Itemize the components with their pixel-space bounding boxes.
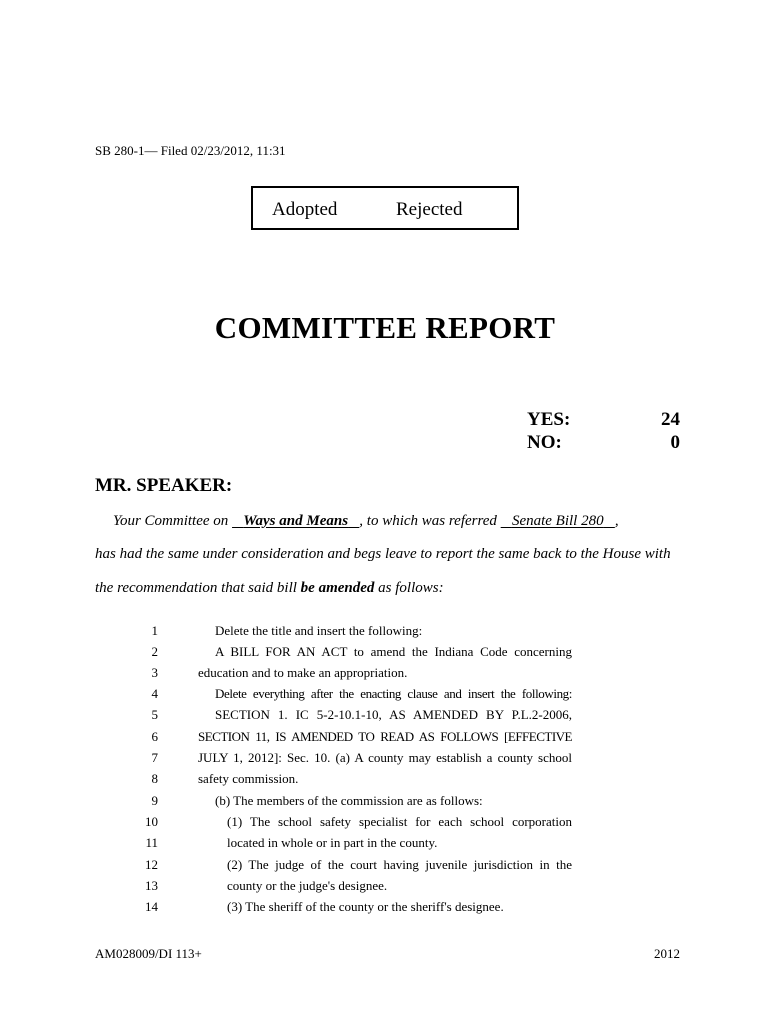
line-number: 1 [151, 623, 158, 638]
report-intro-line [113, 513, 619, 530]
filing-info: SB 280-1— Filed 02/23/2012, 11:31 [95, 143, 286, 158]
line-number: 2 [151, 644, 158, 659]
document-year: 2012 [654, 946, 680, 961]
amendment-line: (1) The school safety specialist for each school corporation [227, 814, 572, 829]
amendment-line: education and to make an appropriation. [198, 665, 408, 680]
amendment-line: Delete everything after the enacting clause and insert the following: [215, 686, 572, 701]
line-number: 5 [151, 707, 158, 722]
salutation: MR. SPEAKER: [95, 475, 233, 496]
report-consideration-line: has had the same under consideration and begs leave to report the same back to the House with [95, 546, 671, 562]
yes-count: 24 [661, 409, 680, 430]
line-number: 11 [145, 835, 158, 850]
recommendation-text-2: as follows: [374, 580, 444, 596]
amendment-line: (3) The sheriff of the county or the sheriff's designee. [227, 899, 504, 914]
line-number: 3 [151, 665, 158, 680]
line-number: 13 [145, 878, 158, 893]
line-number: 8 [151, 771, 158, 786]
yes-label: YES: [527, 409, 571, 430]
amendment-line: safety commission. [198, 771, 299, 786]
adopted-option[interactable]: Adopted [272, 199, 338, 220]
bill-name: Senate Bill 280 [511, 513, 604, 529]
amendment-line: Delete the title and insert the following: [215, 623, 423, 638]
page-title: COMMITTEE REPORT [214, 310, 556, 345]
amendment-line: (2) The judge of the court having juvenile jurisdiction in the [227, 857, 572, 872]
line-number: 6 [151, 729, 158, 744]
line-number: 9 [151, 793, 158, 808]
intro-text-1: Your Committee on [113, 513, 233, 529]
amendment-line: located in whole or in part in the county. [227, 835, 438, 850]
amendment-line: SECTION 11, IS AMENDED TO READ AS FOLLOWS [EFFECTIVE [198, 729, 572, 744]
no-label: NO: [527, 432, 562, 453]
committee-name: Ways and Means [243, 513, 349, 529]
amendment-line: A BILL FOR AN ACT to amend the Indiana Code concerning [215, 644, 572, 659]
line-number: 14 [145, 899, 158, 914]
line-number: 4 [151, 686, 158, 701]
amendment-line: SECTION 1. IC 5-2-10.1-10, AS AMENDED BY P.L.2-2006, [215, 707, 572, 722]
recommendation-text-1: the recommendation that said bill [95, 580, 301, 596]
status-box [251, 186, 519, 230]
amendment-line: county or the judge's designee. [227, 878, 388, 893]
intro-text-2: , to which was referred [359, 513, 501, 529]
rejected-option[interactable]: Rejected [396, 199, 463, 220]
document-id: AM028009/DI 113+ [95, 946, 202, 961]
no-count: 0 [670, 432, 680, 453]
line-number: 12 [145, 857, 158, 872]
line-number: 10 [145, 814, 158, 829]
intro-text-3: , [614, 513, 619, 529]
recommendation-action: be amended [300, 580, 375, 596]
amendment-line: (b) The members of the commission are as follows: [215, 793, 483, 808]
amendment-line: JULY 1, 2012]: Sec. 10. (a) A county may establish a county school [198, 750, 572, 765]
line-number: 7 [151, 750, 158, 765]
report-recommendation-line [95, 580, 444, 597]
